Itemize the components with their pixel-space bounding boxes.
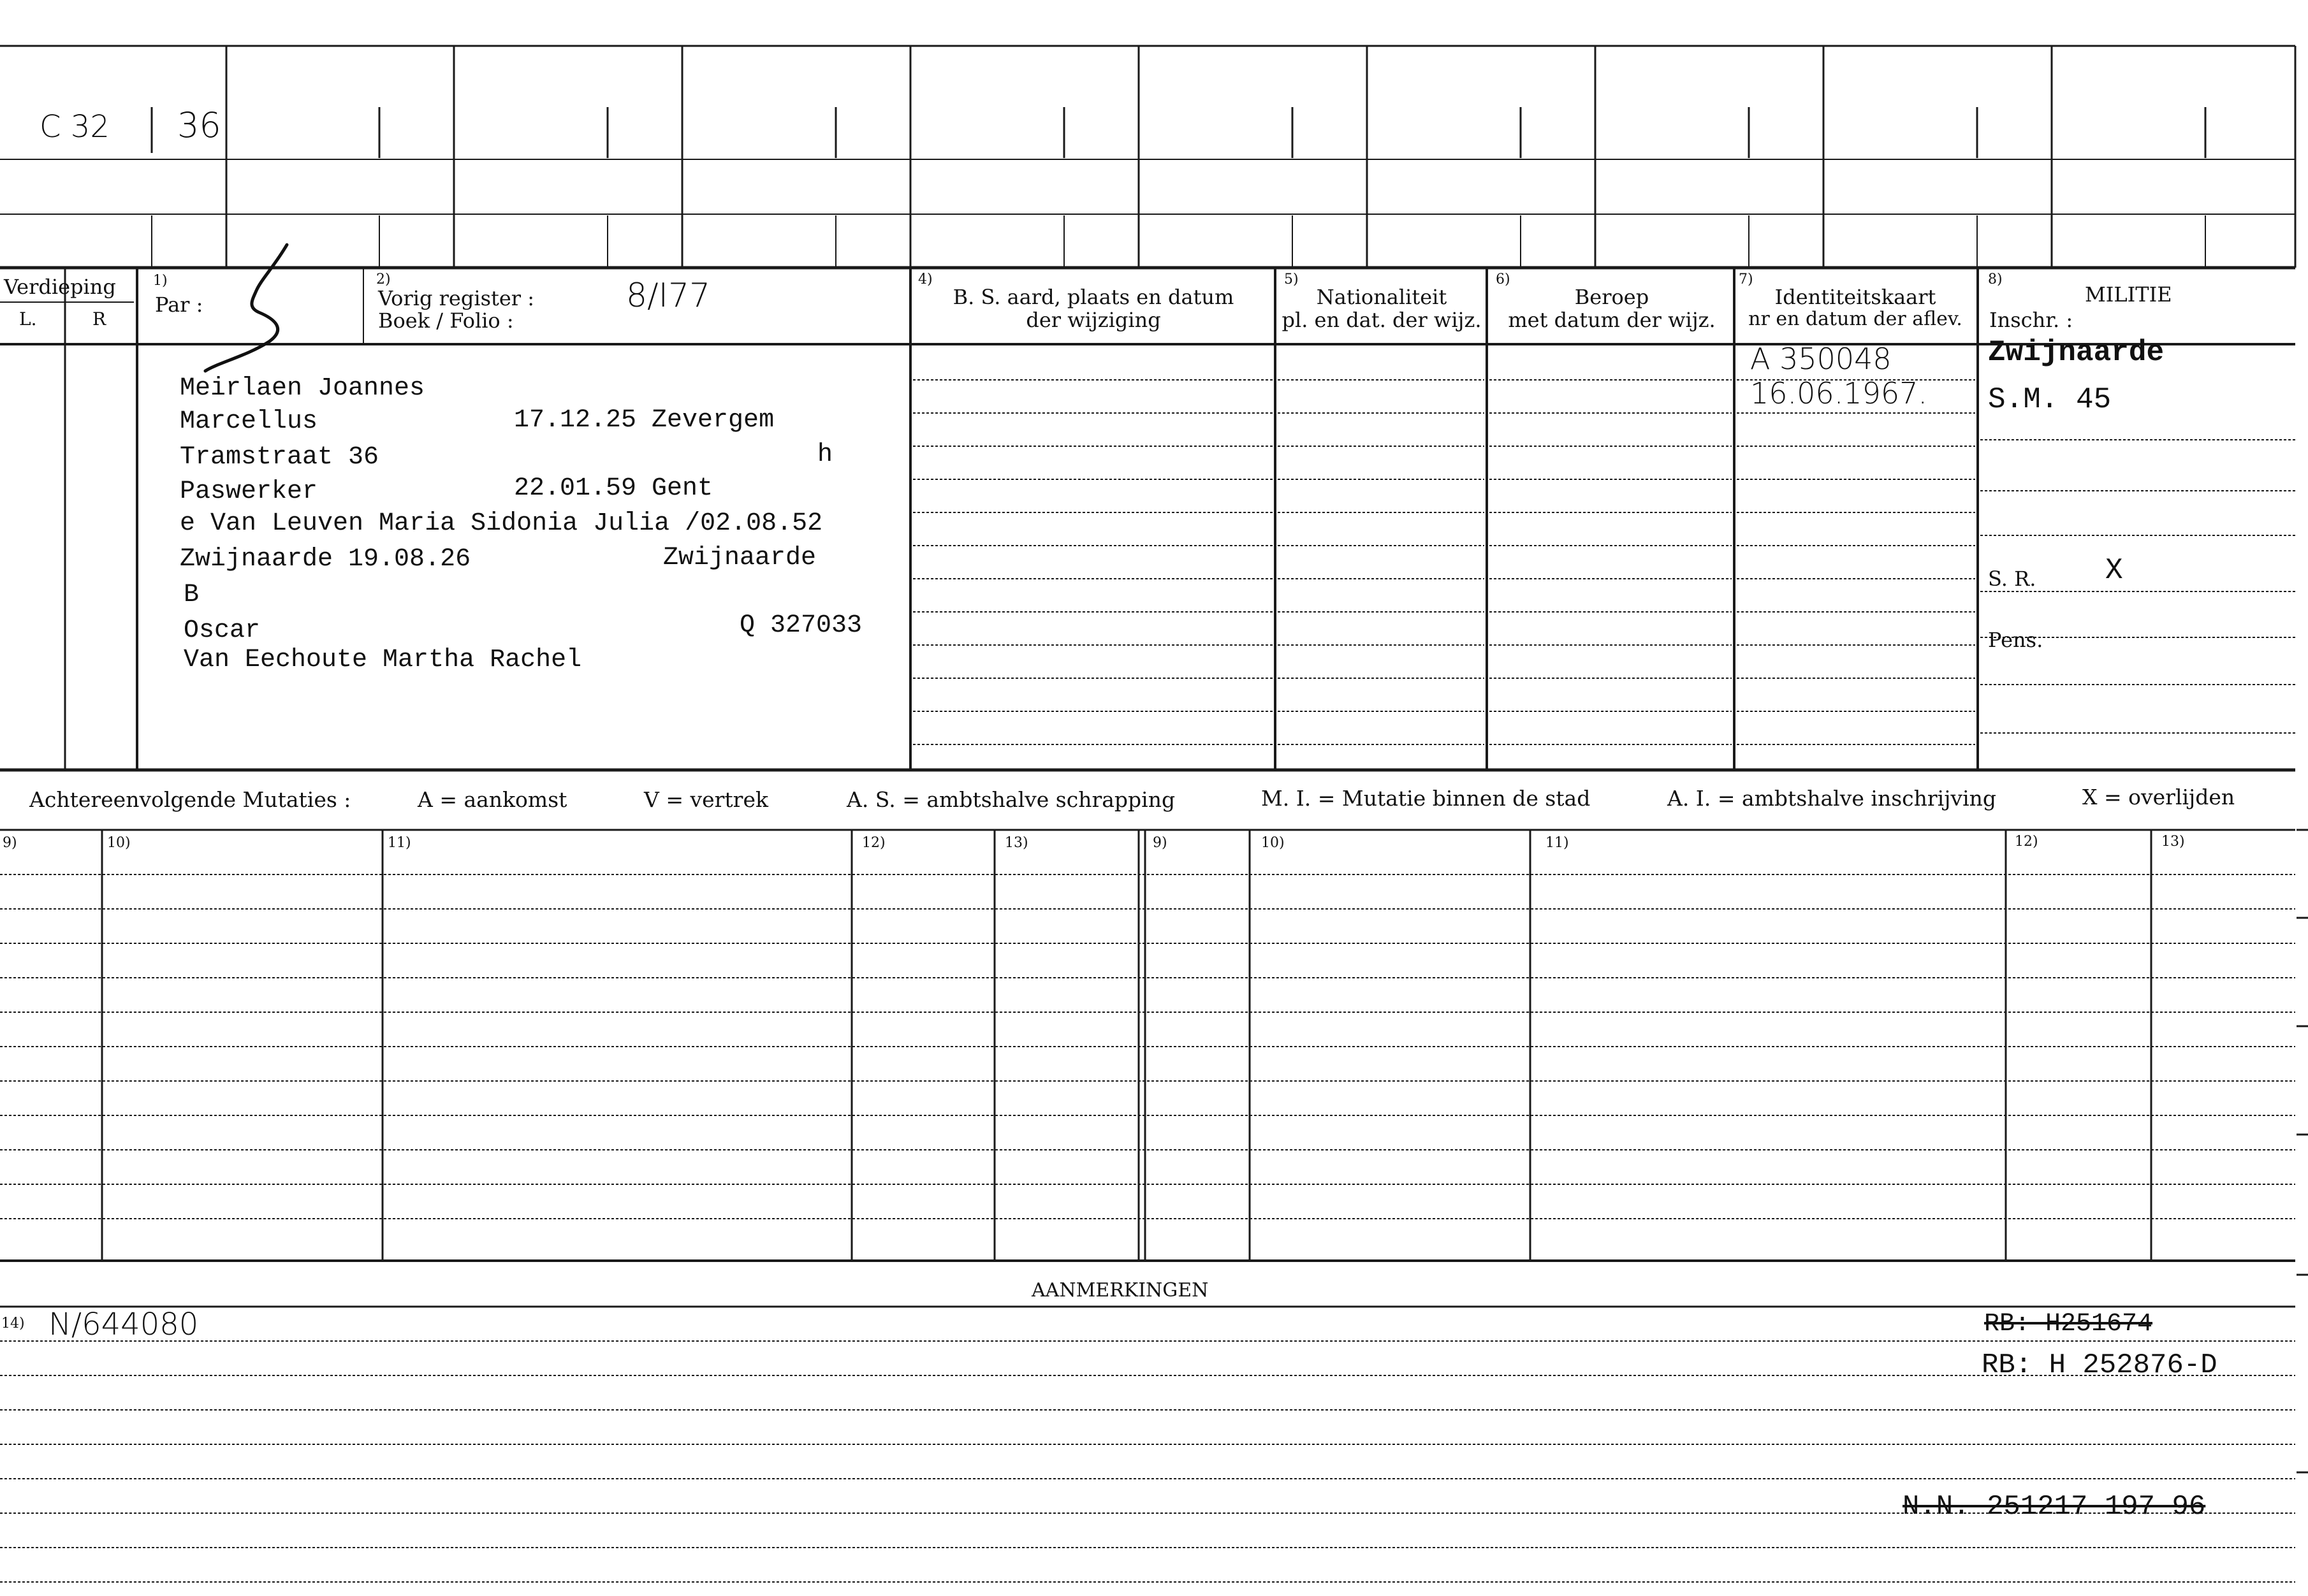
col4-label-1: B. S. aard, plaats en datum — [953, 285, 1234, 309]
col1-label: Par : — [155, 293, 203, 317]
spouse-residence: Zwijnaarde — [663, 544, 817, 572]
col4-number: 4) — [918, 272, 933, 287]
militia-sr-value: X — [2105, 554, 2123, 587]
col5-label-1: Nationaliteit — [1316, 285, 1447, 309]
floor-right-label: R — [92, 308, 106, 330]
mut-right-col11: 11) — [1545, 835, 1569, 851]
mut-left-col9: 9) — [3, 835, 17, 851]
mut-left-col12: 12) — [862, 835, 886, 851]
spouse-line: e Van Leuven Maria Sidonia Julia /02.08.52 — [180, 509, 823, 538]
remarks-title: AANMERKINGEN — [1032, 1279, 1209, 1302]
mut-right-col9: 9) — [1153, 835, 1167, 851]
mother-name: Van Eechoute Martha Rachel — [184, 646, 582, 674]
col7-label-2: nr en datum der aflev. — [1748, 308, 1962, 330]
militia-sm: S.M. 45 — [1988, 383, 2112, 416]
par-signature-mark — [203, 241, 305, 381]
col6-label-2: met datum der wijz. — [1508, 308, 1716, 332]
mut-right-col12: 12) — [2015, 834, 2038, 850]
mut-left-col10: 10) — [107, 835, 131, 851]
col8-label-2: Inschr. : — [1989, 308, 2073, 332]
person-occupation: Paswerker — [180, 477, 318, 506]
identity-card-date: 16.06.1967. — [1750, 376, 1927, 410]
register-code: C 32 — [40, 109, 110, 145]
legend-aankomst: A = aankomst — [418, 787, 567, 812]
col8-label-1: MILITIE — [2085, 282, 2172, 307]
col7-label-1: Identiteitskaart — [1774, 285, 1936, 309]
spouse-birth-place: Zwijnaarde 19.08.26 — [180, 545, 471, 574]
col5-number: 5) — [1284, 272, 1299, 287]
legend-title: Achtereenvolgende Mutaties : — [29, 787, 351, 812]
remarks-value: N/644080 — [48, 1307, 199, 1342]
militia-sr-label: S. R. — [1988, 567, 2036, 591]
reference-code: Q 327033 — [740, 611, 863, 640]
col2-label-1: Vorig register : — [378, 286, 535, 310]
rb-new: RB: H 252876-D — [1982, 1349, 2217, 1381]
militia-place: Zwijnaarde — [1988, 336, 2165, 369]
mut-right-col10: 10) — [1261, 835, 1285, 851]
father-name: Oscar — [184, 616, 261, 645]
previous-register-value: 8/I77 — [626, 277, 711, 315]
identity-card-number: A 350048 — [1750, 342, 1892, 376]
remarks-number: 14) — [1, 1316, 25, 1331]
register-number: 36 — [177, 105, 221, 145]
mut-left-col13: 13) — [1005, 835, 1028, 851]
col6-label-1: Beroep — [1574, 285, 1649, 309]
person-address: Tramstraat 36 — [180, 443, 379, 472]
col1-number: 1) — [153, 273, 168, 289]
col2-number: 2) — [376, 272, 391, 287]
rb-old-struck: RB: H251674 — [1984, 1310, 2153, 1338]
col7-number: 7) — [1739, 272, 1753, 287]
mut-right-col13: 13) — [2161, 834, 2185, 850]
marker-b: B — [184, 581, 200, 609]
col2-label-2: Boek / Folio : — [378, 308, 514, 333]
mut-left-col11: 11) — [388, 835, 411, 851]
legend-ambtshalve-schrapping: A. S. = ambtshalve schrapping — [847, 787, 1176, 812]
legend-ambtshalve-inschrijving: A. I. = ambtshalve inschrijving — [1667, 786, 1997, 811]
floor-label: Verdieping — [4, 275, 116, 299]
floor-left-label: L. — [19, 308, 37, 330]
col8-number: 8) — [1988, 272, 2003, 287]
person-birth: 17.12.25 Zevergem — [514, 406, 775, 435]
legend-mutatie: M. I. = Mutatie binnen de stad — [1261, 786, 1591, 811]
col4-label-2: der wijziging — [1026, 308, 1161, 332]
militia-pens-label: Pens. — [1988, 628, 2043, 652]
person-name: Meirlaen Joannes — [180, 374, 425, 403]
legend-overlijden: X = overlijden — [2082, 785, 2235, 809]
person-date-place: 22.01.59 Gent — [514, 474, 713, 503]
national-number: N.N. 251217 197 96 — [1903, 1491, 2206, 1523]
person-given-name: Marcellus — [180, 407, 318, 436]
col5-label-2: pl. en dat. der wijz. — [1282, 308, 1482, 332]
legend-vertrek: V = vertrek — [644, 787, 768, 812]
col6-number: 6) — [1496, 272, 1510, 287]
household-mark: h — [817, 440, 833, 469]
